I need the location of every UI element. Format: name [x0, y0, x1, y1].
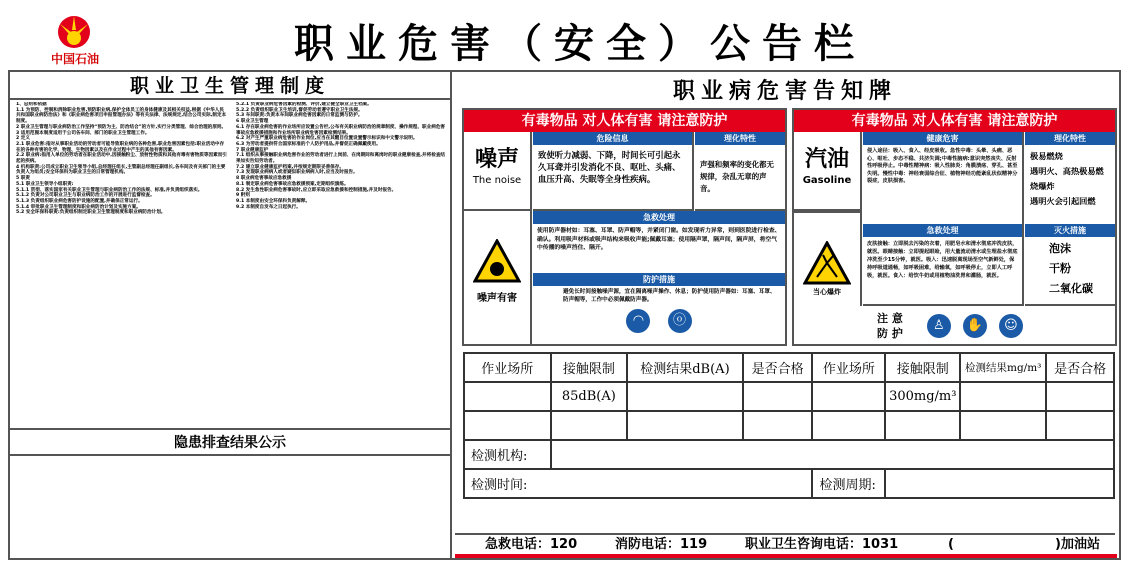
hazard-info-section: [533, 132, 694, 211]
hazard-name-en: The noise: [472, 175, 522, 186]
fire-fighting-section: [1025, 224, 1115, 306]
time-row: [464, 469, 1114, 498]
table-cell: [1046, 382, 1114, 411]
agency-value: [551, 440, 1114, 469]
notice-board-heading: 职业病危害告知牌: [672, 79, 897, 104]
rule-line: 7.3 发现职业病病人或者疑似职业病病人时,应当及时报告。: [236, 170, 358, 176]
protection-text: 避免长时间接触噪声源，宜在隔离噪声操作、休息；防护使用防声器如：耳塞、耳罩、防声帽等，工作中必须佩戴防声器。: [563, 289, 776, 303]
properties-text: 声强和频率的变化都无规律，杂乱无章的声音。: [700, 160, 774, 193]
first-aid-section: [863, 224, 1024, 306]
properties-list: [1025, 145, 1115, 213]
property-item: 烧爆炸: [1030, 181, 1055, 191]
table-cell: [551, 411, 628, 440]
rule-line: 5 职责: [16, 176, 30, 182]
rule-line: 8.2 发生急性职业病危害事故时,应立即采取应急救援和控制措施,并及时报告。: [236, 187, 397, 193]
management-rules-heading: 职业卫生管理制度: [10, 72, 450, 100]
noise-warning-icon: [473, 239, 521, 283]
first-aid-section: [533, 211, 785, 273]
station-name: )加油站: [1055, 537, 1100, 552]
noise-hazard-card: [462, 108, 787, 346]
rule-line: 5.2.2 负责组织职业卫生培训,督促劳动者遵守职业卫生法规。: [236, 107, 363, 113]
first-aid-text: 皮肤接触：立即脱去污染的衣着，用肥皂水和清水彻底冲洗皮肤，就医。眼睛接触：立即提起眼睑，用大量流动清水或生理盐水彻底冲洗至少15分钟，就医。吸入：迅速脱离现场至空气新鲜处，保持呼吸道通畅，如呼吸困难，给输氧，如呼吸停止，立即人工呼吸，就医。食入：给饮牛奶或用植物油洗胃和灌肠，就医。: [867, 241, 1018, 279]
rule-line: 1、总则和依据: [16, 102, 47, 107]
gasoline-hazard-card: [792, 108, 1117, 346]
rule-line: 6 职业卫生管理: [236, 119, 269, 125]
red-stripe: [455, 554, 1117, 558]
logo-petal-icon: [54, 10, 94, 48]
protective-suit-icon: ♙: [927, 314, 951, 338]
table-header-row: [464, 353, 1114, 382]
hazard-name: 噪声: [474, 147, 519, 172]
section-header: 急救处理: [533, 211, 785, 224]
rule-line: 7.1 组织从事接触职业病危害作业的劳动者进行上岗前、在岗期间和离岗时的职业健康检查,并将检查结果如实告知劳动者。: [236, 153, 446, 165]
header-cell: 作业场所: [464, 353, 551, 382]
header-cell: 是否合格: [743, 353, 813, 382]
ear-plug-icon: ⓞ: [668, 309, 692, 333]
cycle-label: 检测周期:: [812, 469, 885, 498]
agency-label: 检测机构:: [464, 440, 551, 469]
hazard-info-text: 致使听力减弱、下降，时间长可引起永久耳聋并引发消化不良、呕吐、头痛、血压升高、失眠等全身性疾病。: [538, 150, 681, 184]
rule-line: 2 职业卫生管理与职业病防治工作坚持“预防为主、防治结合”的方针,实行分类管理、综合治理的原则。: [16, 124, 227, 130]
table-cell: [743, 382, 813, 411]
rule-line: 1.1 为预防、控制和消除职业危害,预防职业病,保护全体员工的身体健康及其相关权益,根据《中华人民共和国职业病防治法》和《职业病危害项目申报管理办法》等有关法律、法规规定,结合公司实际,制定本制度。: [16, 107, 227, 125]
health-hazard-section: [863, 132, 1024, 224]
hazard-results-heading: 隐患排查结果公示: [10, 428, 450, 456]
fire-fighting-list: [1025, 237, 1115, 299]
table-cell: [812, 382, 885, 411]
warning-label: 当心爆炸: [813, 288, 841, 296]
section-header: 理化特性: [695, 132, 785, 145]
logo-text: 中国石油: [50, 52, 99, 66]
warning-banner: 有毒物品 对人体有害 请注意防护: [464, 110, 785, 132]
section-header: 防护措施: [533, 273, 785, 286]
table-cell: [885, 411, 960, 440]
consult-phone: 职业卫生咨询电话：1031: [745, 537, 899, 552]
fire-item: 泡沫: [1049, 242, 1071, 255]
rule-line: 5.1.2 负责对公司职业卫生与职业病防治工作的开展进行监督检查。: [16, 193, 155, 199]
rule-line: 5.2.1 负责职业病危害因素的检测、评价,建立健全职业卫生档案。: [236, 102, 372, 107]
rule-line: 2.1 职业危害:指对从事职业活动的劳动者可能导致职业病的各种危害,职业危害因素包括:职业活动中存在的各种有害的化学、物理、生物因素以及在作业过程中产生的其他有害因素。: [16, 141, 225, 153]
rule-line: 4 机构职责:公司成立职业卫生领导小组,总经理任组长,主管副总经理任副组长,各车间及有关部门的主要负责人为组员;安全环保科为职业卫生的日常管理机构。: [16, 164, 226, 176]
management-rules-text: [16, 102, 448, 424]
rule-line: 9 附则: [236, 193, 250, 199]
table-cell: [1046, 411, 1114, 440]
header-cell: 检测结果dB(A): [627, 353, 743, 382]
protection-notice: [863, 308, 1115, 344]
rule-line: 5.2 安全环保科职责:负责组织制定职业卫生管理制度和职业病防治计划。: [16, 210, 166, 216]
table-cell: [812, 411, 885, 440]
table-cell: [464, 411, 551, 440]
rule-line: 9.2 本制度自发布之日起执行。: [236, 204, 301, 210]
ear-muff-icon: ◠: [626, 309, 650, 333]
table-cell: [627, 411, 743, 440]
first-aid-text: 使用防声器材如：耳塞、耳罩、防声帽等，并紧闭门窗。如发现听力异常，则到医院进行检查、确认。利用吸声材料或吸声结构来吸收声能;佩戴耳塞；使用隔声罩，隔声间，隔声屏，将空气中传播的噪声挡住、隔开。: [537, 228, 781, 251]
table-cell: [960, 382, 1046, 411]
section-header: 灭火措施: [1025, 224, 1115, 237]
gloves-icon: ✋: [963, 314, 987, 338]
left-panel: [10, 72, 452, 558]
rule-line: 5.3 车间职责:负责本车间职业病危害因素的日常监测与防护。: [236, 113, 363, 119]
agency-row: [464, 440, 1114, 469]
protection-section: [533, 273, 785, 344]
table-row: [464, 411, 1114, 440]
rule-line: 5.1.4 审批职业卫生管理制度和职业病防治计划及实施方案。: [16, 204, 141, 210]
table-cell: [627, 382, 743, 411]
rule-line: 5.1 职业卫生领导小组职责:: [16, 181, 74, 187]
rule-line: 7.2 建立职业健康监护档案,并按规定期限妥善保存。: [236, 164, 344, 170]
rule-line: 6.1 存在职业病危害的作业场所应设置公告栏,公布有关职业病防治的规章制度、操作规程、职业病危害事故应急救援措施和作业场所职业病危害因素检测结果。: [236, 124, 446, 136]
rule-line: 6.2 对产生严重职业病危害的作业岗位,应当在其醒目位置设置警示标识和中文警示说明。: [236, 136, 418, 142]
header-cell: 作业场所: [812, 353, 885, 382]
hazard-name-box: [464, 132, 532, 211]
properties-section: [1025, 132, 1115, 224]
rule-line: 8.1 制定职业病危害事故应急救援预案,定期组织演练。: [236, 181, 349, 187]
hazard-name-box: [794, 132, 862, 211]
property-item: 遇明火会引起回燃: [1030, 196, 1096, 206]
table-cell: 85dB(A): [551, 382, 628, 411]
petrochina-logo: [40, 10, 110, 68]
rule-line: 8 职业病危害事故应急救援: [236, 176, 292, 182]
page-title: 职业危害（安全）公告栏: [294, 21, 866, 67]
fire-item: 干粉: [1049, 262, 1071, 275]
gas-mask-icon: ☺: [999, 314, 1023, 338]
fire-phone: 消防电话：119: [615, 537, 708, 552]
rule-line: 3 适用范围本制度适用于公司各车间、部门的职业卫生管理工作。: [16, 130, 150, 136]
section-header: 急救处理: [863, 224, 1022, 237]
detection-results-table: [463, 352, 1115, 499]
health-hazard-text: 侵入途径：吸入、食入、经皮吸收。急性中毒：头晕、头痛、恶心、呕吐、步态不稳、共济失调;中毒性脑病:意识突然丧失、反射性呼吸停止。中毒性精神病：吸入性肺炎：角膜溃疡、穿孔、甚至失明。慢性中毒：神经衰弱综合征、植物神经功能紊乱状似精神分裂症，皮肤损害。: [867, 148, 1018, 184]
warning-icon-box: [464, 211, 532, 344]
rule-line: 6.3 为劳动者提供符合国家标准的个人防护用品,并督促正确佩戴使用。: [236, 141, 381, 147]
rule-line: 7 职业健康监护: [236, 147, 269, 153]
table-cell: [464, 382, 551, 411]
time-label: 检测时间:: [464, 469, 812, 498]
hazard-name: 汽油: [804, 147, 849, 172]
warning-label: 噪声有害: [477, 293, 517, 304]
section-header: 健康危害: [863, 132, 1022, 145]
properties-section: [695, 132, 785, 211]
rule-line: 2.2 职业病:指用人单位的劳动者在职业活动中,因接触粉尘、放射性物质和其他有毒有害物质等因素而引起的疾病。: [16, 153, 227, 165]
rule-line: 9.1 本制度由安全环保科负责解释。: [236, 198, 311, 204]
hazard-name-en: Gasoline: [802, 175, 852, 186]
explosion-warning-icon: [803, 241, 851, 285]
section-header: 危险信息: [533, 132, 692, 145]
header-cell: 是否合格: [1046, 353, 1114, 382]
rule-line: 5.1.1 贯彻、落实国家有关职业卫生管理与职业病防治工作的法规、标准,并负责组织落实。: [16, 187, 203, 193]
station-paren-open: (: [948, 537, 954, 552]
contact-footer: [455, 533, 1115, 555]
property-item: 遇明火、高热极易燃: [1030, 166, 1104, 176]
warning-banner: 有毒物品 对人体有害 请注意防护: [794, 110, 1115, 132]
header-cell: 接触限制: [885, 353, 960, 382]
first-aid-phone: 急救电话：120: [485, 537, 578, 552]
rule-line: 2 定义: [16, 136, 30, 142]
header-cell: 接触限制: [551, 353, 628, 382]
section-header: 理化特性: [1025, 132, 1115, 145]
table-cell: [743, 411, 813, 440]
fire-item: 二氧化碳: [1049, 282, 1093, 295]
warning-icon-box: [794, 211, 862, 306]
cycle-value: [885, 469, 1114, 498]
notice-label-2: 防 护: [877, 327, 903, 340]
property-item: 极易燃烧: [1030, 151, 1063, 161]
header-cell: 检测结果mg/m³: [960, 353, 1046, 382]
rule-line: 5.1.3 负责组织职业病危害防护设施的配置,并确保正常运行。: [16, 198, 143, 204]
table-row: [464, 382, 1114, 411]
table-cell: 300mg/m³: [885, 382, 960, 411]
notice-label: 注 意: [877, 312, 903, 325]
table-cell: [960, 411, 1046, 440]
